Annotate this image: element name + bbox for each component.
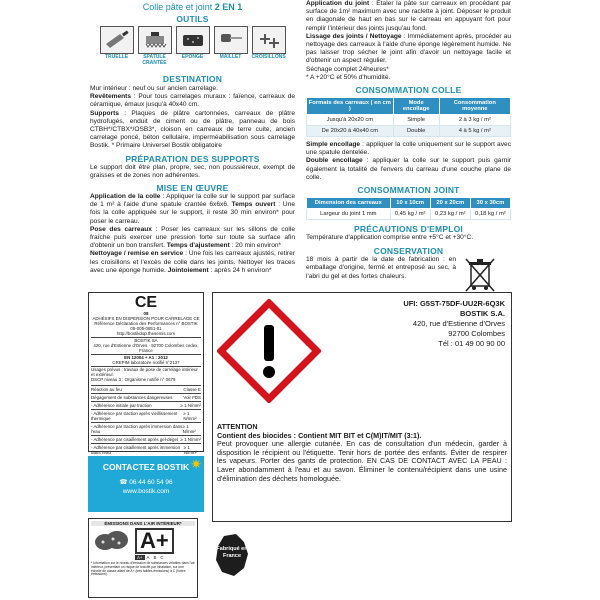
emissions-rating bbox=[91, 528, 195, 554]
mise-p1 bbox=[90, 193, 295, 226]
mise-text bbox=[90, 193, 295, 275]
value: : appliquer la colle uniquement sur le support avec une spatule dentelée. bbox=[306, 141, 511, 157]
table-cell: - Adhérence par cisaillement après gel-dégel bbox=[91, 437, 178, 442]
hazard-diamond-icon bbox=[217, 299, 321, 403]
table-row bbox=[307, 126, 511, 137]
tools-row bbox=[90, 26, 295, 66]
label: Revêtements bbox=[90, 93, 132, 101]
consommation-colle-heading: CONSOMMATION COLLE bbox=[355, 85, 462, 96]
ce-lines bbox=[91, 316, 201, 382]
column-header: 10 x 10cm bbox=[390, 198, 430, 209]
consommation-joint-table bbox=[306, 197, 511, 220]
tool-mallet bbox=[214, 26, 248, 66]
right-column bbox=[306, 0, 511, 294]
label: Supports bbox=[90, 109, 119, 117]
conservation-text: 18 mois à partir de la date de fabrication : en emballage d'origine, fermé et entreposé au sec, à l'abri du gel et des fortes chaleurs. bbox=[306, 256, 456, 280]
table-cell: ≥ 1 N/mm² bbox=[182, 424, 196, 434]
value: : Une fois les carreaux ajustés, retirer les croisillons et l'excès de colle dans les joints. Nettoyer les traces avec une éponge humide. bbox=[90, 250, 295, 274]
label: Temps d'ajustement bbox=[166, 242, 230, 250]
table-cell: Largeur du joint 1 mm bbox=[307, 209, 391, 220]
ufi-code: UFI: G5ST-75DF-UU2R-6Q3K bbox=[403, 299, 505, 308]
company-name: BOSTIK S.A. bbox=[459, 309, 505, 318]
precautions-heading: PRÉCAUTIONS D'EMPLOI bbox=[354, 224, 463, 235]
cloud-icon bbox=[91, 528, 131, 554]
ce-line: DSCP niveau 3 : Organisme notifié n° 0679 bbox=[91, 377, 176, 382]
destination-heading: DESTINATION bbox=[162, 74, 223, 84]
value: : Poser les carreaux sur les sillons de colle fraîche puis exercer une pression forte sur toute sa surface afin d'obtenir un bon transfert. bbox=[90, 225, 295, 250]
value: : Pour tous carrelages muraux : faïence, carreaux de céramique, émaux jusqu'à 40x40 cm. bbox=[90, 93, 295, 109]
notched-spatula-icon bbox=[138, 26, 172, 54]
column-header: Formats des carreaux ( en cm ) bbox=[307, 98, 394, 115]
label: Temps ouvert bbox=[231, 201, 276, 209]
mise-p3 bbox=[90, 250, 295, 275]
tool-spacers bbox=[252, 26, 286, 66]
table-row bbox=[91, 385, 201, 393]
destination-p3 bbox=[90, 110, 295, 151]
label: Simple encollage bbox=[306, 141, 361, 149]
label: Pose des carreaux bbox=[90, 225, 152, 233]
joint-p1 bbox=[306, 0, 511, 33]
left-column bbox=[90, 2, 295, 275]
scale-item: C bbox=[160, 555, 164, 560]
scale-item: B bbox=[153, 555, 157, 560]
simple-encollage bbox=[306, 141, 511, 157]
ce-line: CREPIM laboratoire notifié n°2137 bbox=[112, 360, 180, 365]
contact-web[interactable]: www.bostik.com bbox=[122, 488, 170, 495]
spacers-icon bbox=[252, 26, 286, 54]
made-in-france-label: Fabriqué en France bbox=[216, 546, 248, 559]
table-cell: 0,23 kg / m² bbox=[430, 209, 470, 220]
table-cell: ≥ 1 N/mm² bbox=[180, 437, 201, 442]
scale-item: A bbox=[146, 555, 150, 560]
table-cell: Simple bbox=[393, 115, 439, 126]
phone-number: Tél : 01 49 00 90 00 bbox=[438, 339, 505, 348]
tool-sponge bbox=[176, 26, 210, 66]
hazard-statements: Peut provoquer une allergie cutanée. En cas de consultation d'un médecin, garder à disposition le récipient ou l'étiquette. Tenir hors de portée des enfants. Éviter de respirer les vapeurs. Porter des gants de protection. EN CAS DE CONTACT AVEC LA PEAU : Laver abondamment à l'eau et au savon. Éliminer le contenu/récipient dans une usine d'élimination des déchets homologuée. bbox=[217, 439, 507, 483]
value: : Une fois la colle appliquée sur le support, il reste 30 min environ* pour poser le carreau. bbox=[90, 201, 295, 225]
table-header-row bbox=[307, 198, 511, 209]
table-cell: Double bbox=[393, 126, 439, 137]
ce-line: Usages prévus : travaux de pose de carrelage intérieur et extérieur. bbox=[91, 366, 201, 377]
ce-line: BOSTIK SA bbox=[91, 337, 201, 343]
label: Application de la colle bbox=[90, 193, 161, 201]
scale-item: A+ bbox=[137, 555, 143, 560]
emissions-note: * Information sur le niveau d'émission de substances volatiles dans l'air intérieur, présentant un risque de toxicité par inhalation, sur une échelle de classe allant de A+ (très faibles émissions) à C (fortes émissions). bbox=[91, 561, 195, 577]
ce-line: 420, rue d'Estienne d'Orves · 92700 Colombes cedex, France bbox=[93, 343, 199, 353]
destination-p1: Mur intérieur : neuf ou sur ancien carrelage. bbox=[90, 85, 218, 92]
value: : Immédiatement après, procéder au nettoyage des carreaux à l'aide d'une éponge légèrement humide. Ne pas laisser trop sécher le joint afin d'avoir un nettoyage facile et d'obtenir un aspect régulier. bbox=[306, 32, 511, 65]
table-cell: 2 à 3 kg / m² bbox=[439, 115, 510, 126]
table-cell: 4 à 5 kg / m² bbox=[439, 126, 510, 137]
signal-word: ATTENTION bbox=[217, 422, 258, 431]
value: : après 24 h environ* bbox=[208, 266, 272, 274]
title-bold: 2 EN 1 bbox=[214, 2, 243, 12]
address-line: 92700 Colombes bbox=[448, 329, 505, 338]
tool-label: MAILLET bbox=[219, 54, 242, 60]
ce-year: 08 bbox=[143, 311, 149, 316]
table-row bbox=[307, 209, 511, 220]
tool-label: CROISILLONS bbox=[251, 54, 286, 60]
table-cell: ≥ 1 N/mm² bbox=[183, 445, 197, 455]
table-cell: 0,45 kg / m² bbox=[390, 209, 430, 220]
destination-p2 bbox=[90, 93, 295, 109]
preparation-heading: PRÉPARATION DES SUPPORTS bbox=[125, 153, 260, 164]
table-cell: - Adhérence par cisaillement après immersion dans l'eau bbox=[91, 445, 181, 455]
gecko-icon: ✷ bbox=[190, 456, 202, 472]
table-cell: Dégagement de substances dangereuses bbox=[91, 395, 173, 400]
emissions-title: ÉMISSIONS DANS L'AIR INTÉRIEUR* bbox=[91, 521, 195, 526]
label: Jointoiement bbox=[167, 266, 209, 274]
made-in-france-badge bbox=[214, 532, 250, 586]
crossed-bin-icon bbox=[462, 256, 498, 294]
consommation-joint-heading: CONSOMMATION JOINT bbox=[357, 185, 460, 196]
mallet-icon bbox=[214, 26, 248, 54]
sponge-icon bbox=[176, 26, 210, 54]
ce-perf-table bbox=[91, 385, 201, 456]
mise-heading: MISE EN ŒUVRE bbox=[156, 183, 229, 194]
hazard-block bbox=[212, 292, 512, 522]
label: Application du joint bbox=[306, 0, 370, 7]
table-cell: Jusqu'à 20x20 cm bbox=[307, 115, 394, 126]
tool-label: TRUELLE bbox=[104, 54, 129, 60]
tool-label: ÉPONGE bbox=[181, 54, 204, 60]
emissions-scale bbox=[135, 555, 195, 560]
double-encollage bbox=[306, 157, 511, 182]
column-header: 20 x 20cm bbox=[430, 198, 470, 209]
conservation-heading: CONSERVATION bbox=[373, 246, 444, 257]
label: Nettoyage / remise en service bbox=[90, 250, 184, 258]
table-row bbox=[307, 115, 511, 126]
manufacturer-info bbox=[403, 299, 505, 349]
joint-application-text bbox=[306, 0, 511, 82]
table-cell: - Adhérence initiale par traction bbox=[91, 403, 152, 408]
label: Lissage des joints / Nettoyage bbox=[306, 32, 402, 40]
joint-p4: * A +20°C et 50% d'humidité. bbox=[306, 73, 391, 81]
label: Double encollage bbox=[306, 157, 363, 165]
table-row bbox=[91, 435, 201, 443]
ce-line: Référence Déclaration des Performances n° BOSTIK 05-005-0851-01 bbox=[94, 321, 198, 331]
table-row bbox=[91, 422, 201, 435]
joint-p2 bbox=[306, 33, 511, 66]
destination-text bbox=[90, 85, 295, 151]
preparation-text: Le support doit être plan, propre, sec, non poussiéreux, exempt de graisses et de zones non adhérentes. bbox=[90, 163, 295, 179]
ce-logo: CE bbox=[134, 294, 158, 311]
value: : Étaler la pâte sur carreaux en procédant par surface de 1m² maximum avec une raclette à joint. Déposer le produit en diagonale de haut en bas sur le carreau en appuyant fort pour remplir l'intérieur des joints jusqu'au fond. bbox=[306, 0, 511, 32]
table-cell: - Adhérence par traction après vieillissement thermique bbox=[91, 411, 178, 421]
trowel-icon bbox=[100, 26, 134, 54]
column-header: Consommation moyenne bbox=[439, 98, 510, 115]
tool-notched-spatula bbox=[138, 26, 172, 66]
value: : Plaques de plâtre cartonnées, carreaux de plâtre hydrofugés, enduit de ciment ou de plâtre, panneau de bois CTBH*/CTBX*/OSB3*, cloison en carreaux de terre cuite, ancien carrelage poncé, béton cellulaire, imperméabilisation sous carrelage Bostik. * Primaire Universel Bostik obligatoire bbox=[90, 109, 295, 150]
hazard-warning-text bbox=[217, 423, 507, 483]
table-row bbox=[91, 401, 201, 409]
tools-heading: OUTILS bbox=[176, 14, 209, 24]
contact-block bbox=[88, 456, 204, 512]
encollage-text bbox=[306, 141, 511, 182]
contact-phone[interactable]: ☎ 06 44 60 54 96 bbox=[119, 479, 173, 486]
joint-p3: Séchage complet 24heures* bbox=[306, 65, 389, 73]
title-prefix: Colle pâte et joint bbox=[142, 2, 215, 12]
table-cell: De 20x20 à 40x40 cm bbox=[307, 126, 394, 137]
table-row bbox=[91, 393, 201, 401]
table-header-row bbox=[307, 98, 511, 115]
value: : appliquer la colle sur le support puis garnir également la totalité de l'envers du carreau d'une couche plane de colle. bbox=[306, 157, 511, 181]
table-cell: 0,18 kg / m² bbox=[470, 209, 510, 220]
address-line: 420, rue d'Estienne d'Orves bbox=[412, 319, 505, 328]
value: : 20 min environ* bbox=[229, 242, 282, 250]
table-row bbox=[91, 443, 201, 456]
ce-line: EN 12004 + A1 : 2012 bbox=[91, 354, 201, 360]
table-cell: Voir FDS bbox=[183, 395, 201, 400]
ce-line: http://bostikdop.thesemis.com bbox=[116, 331, 176, 336]
table-cell: Classe E bbox=[183, 387, 201, 392]
column-header: 30 x 30cm bbox=[470, 198, 510, 209]
mise-p2 bbox=[90, 226, 295, 251]
product-title bbox=[90, 2, 295, 12]
biocides-statement: Contient des biocides : Contient MIT BIT et C(M)IT/MIT (3:1). bbox=[217, 430, 422, 440]
emissions-grade: A+ bbox=[135, 528, 174, 554]
table-cell: ≥ 1 N/mm² bbox=[180, 403, 201, 408]
conservation-row bbox=[306, 256, 511, 294]
emissions-block bbox=[88, 518, 198, 598]
contact-title: CONTACTEZ BOSTIK bbox=[102, 462, 190, 472]
value: : Appliquer la colle sur le support par surface de 1 m² à l'aide d'une spatule crantée 6x6x6. bbox=[90, 193, 295, 209]
tool-label: SPATULE CRANTÉE bbox=[142, 54, 167, 66]
ce-marking-block bbox=[88, 292, 204, 455]
table-row bbox=[91, 409, 201, 422]
consommation-colle-table bbox=[306, 97, 511, 137]
column-header: Mode encollage bbox=[393, 98, 439, 115]
table-cell: ≥ 1 N/mm² bbox=[183, 411, 197, 421]
ce-line: ADHÉSIFS EN DISPERSION POUR CARRELAGE CE bbox=[92, 316, 200, 321]
table-cell: - Adhérence par traction après immersion dans l'eau bbox=[91, 424, 183, 434]
column-header: Dimension des carreaux bbox=[307, 198, 391, 209]
tool-trowel bbox=[100, 26, 134, 66]
france-map-icon bbox=[214, 532, 250, 586]
table-cell: Réaction au feu bbox=[91, 387, 122, 392]
precautions-text: Température d'application comprise entre +5°C et +30°C. bbox=[306, 234, 474, 242]
